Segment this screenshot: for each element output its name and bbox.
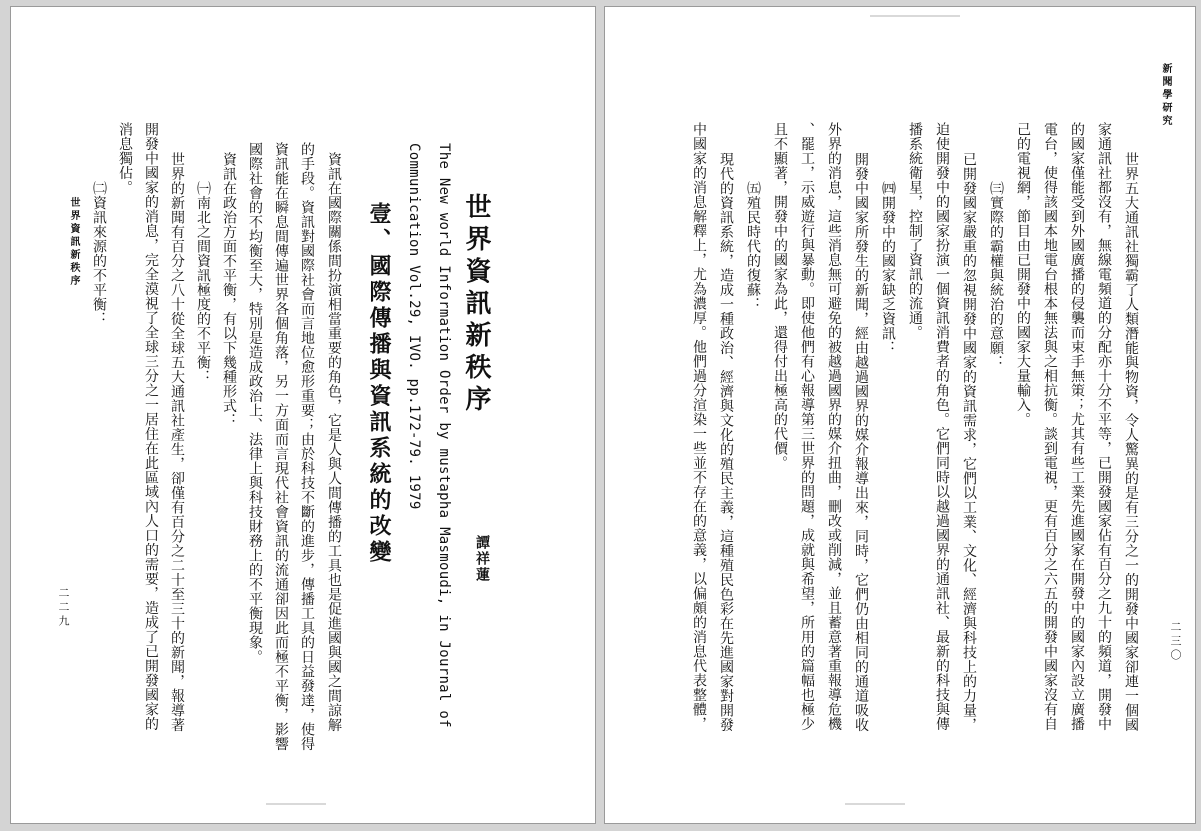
body-line: 資訊能在瞬息間傳遍世界各個角落，另一方面而言現代社會資訊的流通卻因此而極不平衡，影響	[273, 142, 289, 751]
body-line: ㈣開發中的國家缺乏資訊：	[880, 181, 896, 355]
body-line: 國際社會的不均衡至大，特別是造成政治上、法律上與科技財務上的不平衡現象。	[247, 142, 263, 664]
body-line: 開發中國家的消息，完全漠視了全球三分之一居住在此區域內人口的需要，造成了已開發國家的	[143, 122, 159, 731]
section-heading: 壹、國際傳播與資訊系統的改變	[366, 202, 392, 566]
running-header: 新聞學研究	[1160, 63, 1171, 128]
body-line: 世界五大通訊社獨霸了人類潛能與物資，令人驚異的是有三分之一的開發中國家卻連一個國	[1123, 152, 1139, 732]
body-line: 資訊在政治方面不平衡，有以下幾種形式：	[221, 152, 237, 428]
body-line: 開發中國家所發生的新聞，經由越過國界的媒介報導出來，同時，它們仍由相同的通道吸收	[853, 152, 869, 732]
body-line: 迫使開發中的國家扮演一個資訊消費者的角色。它們同時以越過國界的通訊社、最新的科技與傳	[934, 122, 950, 731]
body-line: 家通訊社都沒有，無線電頻道的分配亦十分不平等，已開發國家佔有百分之九十的頻道，開發中	[1096, 122, 1112, 731]
running-header: 世界資訊新秩序	[68, 197, 79, 288]
body-line: 中國家的消息解釋上，尤為濃厚。他們過分渲染一些並不存在的意義，以偏頗的消息代表整體，	[691, 122, 707, 731]
body-line: 消息獨佔。	[117, 122, 133, 195]
body-line: ㈤殖民時代的復蘇：	[745, 181, 761, 312]
body-line: 己的電視網，節目由已開發中的國家大量輸入。	[1015, 122, 1031, 427]
left-page	[10, 6, 596, 824]
scan-smudge	[266, 803, 326, 805]
body-line: 世界的新聞有百分之八十從全球五大通訊社產生，卻僅有百分之二十至三十的新聞，報導著	[169, 152, 185, 732]
page-number: 二二九	[57, 587, 70, 629]
right-page	[604, 6, 1196, 824]
body-line: 電台，使得該國本地電台根本無法與之相抗衡。談到電視，更有百分之六五的開發中國家沒有自	[1042, 122, 1058, 731]
body-line: 的國家僅能受到外國廣播的侵襲而束手無策；尤其有些工業先進國家在開發中的國家內設立廣播	[1069, 122, 1085, 731]
body-line: 的手段。資訊對國際社會而言地位愈形重要；由於科技不斷的進步，傳播工具的日益發達，使得	[299, 142, 315, 751]
body-line: ㈠南北之間資訊極度的不平衡：	[195, 181, 211, 384]
body-line: 外界的消息，這些消息無可避免的被越過國界的媒介扭曲，刪改或削減，並且蓄意著重報導危機	[826, 122, 842, 731]
source-citation-line-2: Communication Vol.29, IVO. pp.172-79. 1979	[406, 143, 422, 510]
body-line: 且不顯著，開發中的國家為此，還得付出極高的代價。	[772, 122, 788, 470]
translator-name: 譚祥蓮	[474, 535, 490, 583]
body-line: 現代的資訊系統，造成一種政治、經濟與文化的殖民主義，這種殖民色彩在先進國家對開發	[718, 152, 734, 732]
body-line: ㈡資訊來源的不平衡：	[91, 181, 107, 326]
article-title: 世界資訊新秩序	[461, 193, 491, 417]
body-line: 已開發國家嚴重的忽視開發中國家的資訊需求，它們以工業、文化、經濟與科技上的力量，	[961, 152, 977, 732]
body-line: 資訊在國際關係間扮演相當重要的角色，它是人與人間傳播的工具也是促進國與國之間諒解	[326, 152, 342, 732]
body-line: ㈢實際的霸權與統治的意願：	[988, 181, 1004, 370]
scan-smudge	[845, 803, 905, 805]
source-citation-line-1: The New world Information Order by mustapha Masmoudi, in Journal of	[436, 143, 452, 728]
scan-smudge	[870, 15, 960, 17]
page-number: 二三〇	[1169, 621, 1182, 663]
body-line: 播系統衛星，控制了資訊的流通。	[907, 122, 923, 340]
body-line: 、罷工，示威遊行與暴動。即使他們有心報導第三世界的問題，成就與希望，所用的篇幅也極少	[799, 122, 815, 731]
